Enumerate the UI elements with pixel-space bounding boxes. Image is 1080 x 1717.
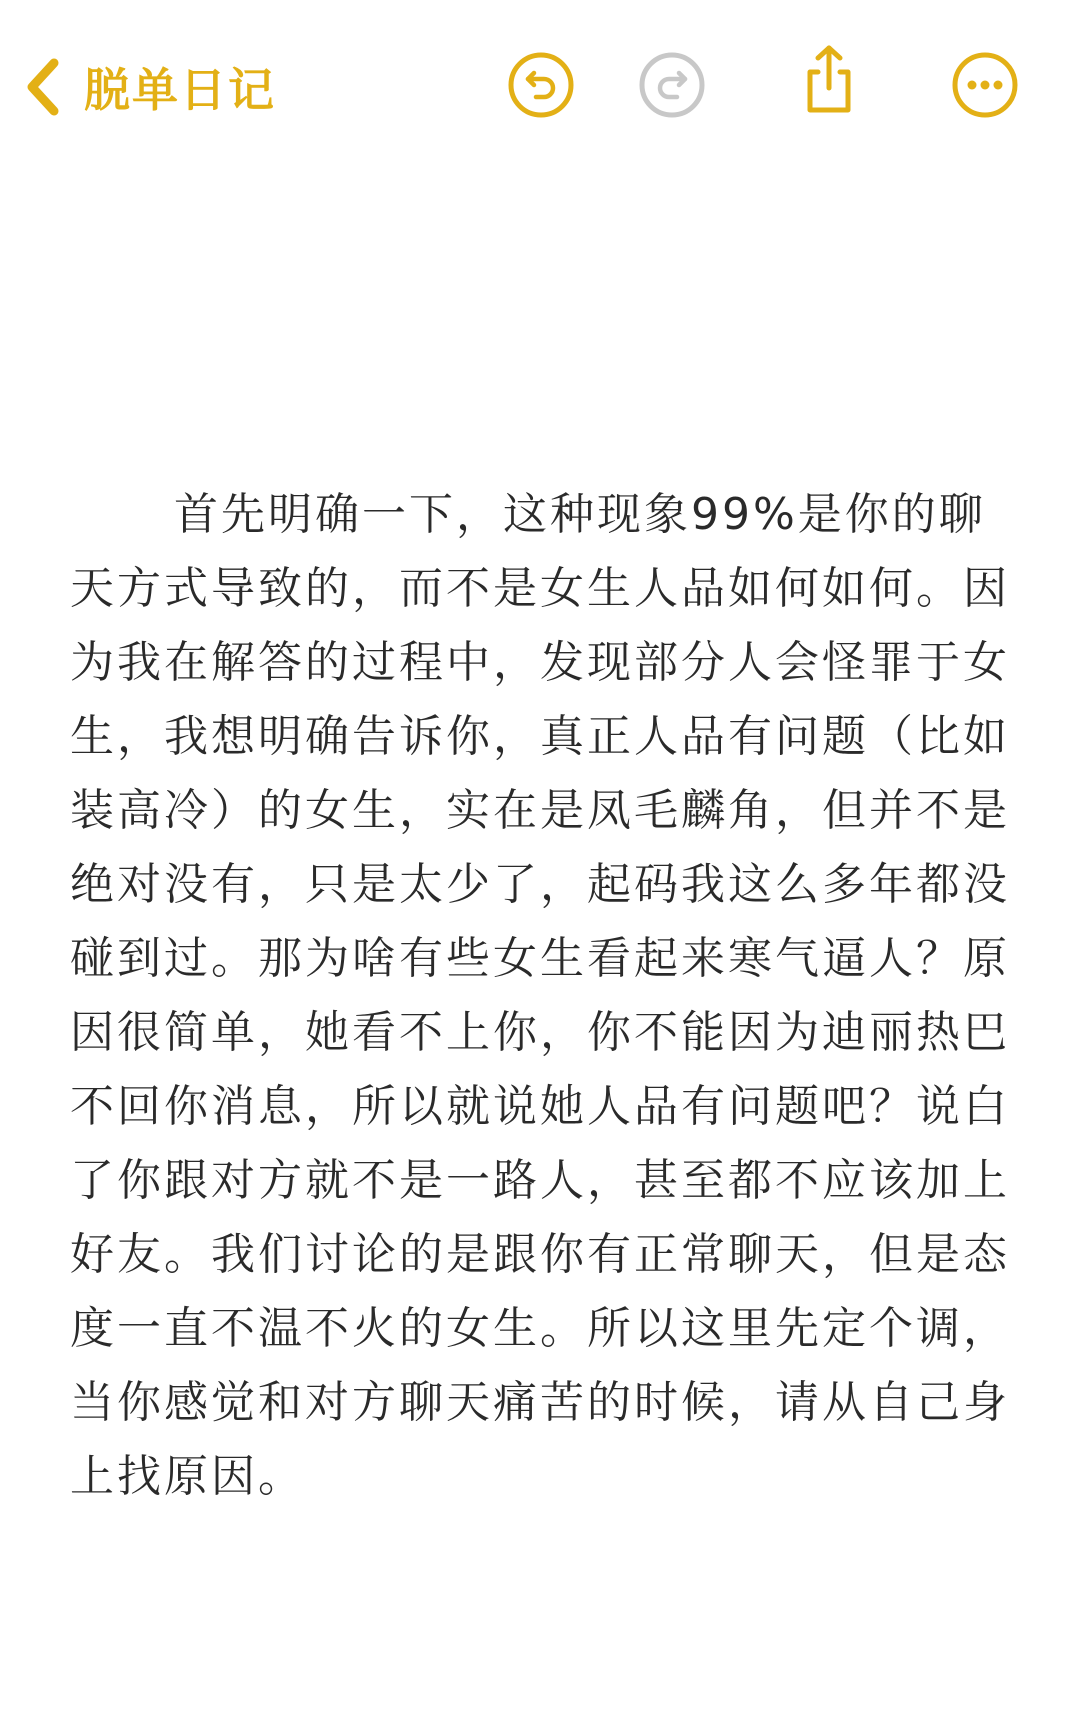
note-body[interactable] (70, 330, 1010, 1588)
undo-button[interactable] (506, 50, 576, 120)
share-icon (794, 44, 864, 114)
chevron-left-icon (20, 55, 64, 119)
share-button[interactable] (794, 44, 864, 114)
redo-button[interactable] (637, 50, 707, 120)
navigation-toolbar (0, 0, 1080, 180)
back-label: 脱单日记 (84, 63, 276, 117)
back-button[interactable] (20, 52, 276, 122)
more-icon (950, 50, 1020, 120)
more-button[interactable] (950, 50, 1020, 120)
note-paragraph: 首先明确一下，这种现象99%是你的聊天方式导致的，而不是女生人品如何如何。因为我在解答的过程中，发现部分人会怪罪于女生，我想明确告诉你，真正人品有问题（比如装高冷）的女生，实在是凤毛麟角，但并不是绝对没有，只是太少了，起码我这么多年都没碰到过。那为啥有些女生看起来寒气逼人？原因很简单，她看不上你，你不能因为迪丽热巴不回你消息，所以就说她人品有问题吧？说白了你跟对方就不是一路人，甚至都不应该加上好友。我们讨论的是跟你有正常聊天，但是态度一直不温不火的女生。所以这里先定个调，当你感觉和对方聊天痛苦的时候，请从自己身上找原因。 (70, 489, 1010, 1502)
undo-icon (506, 50, 576, 120)
redo-icon (637, 50, 707, 120)
